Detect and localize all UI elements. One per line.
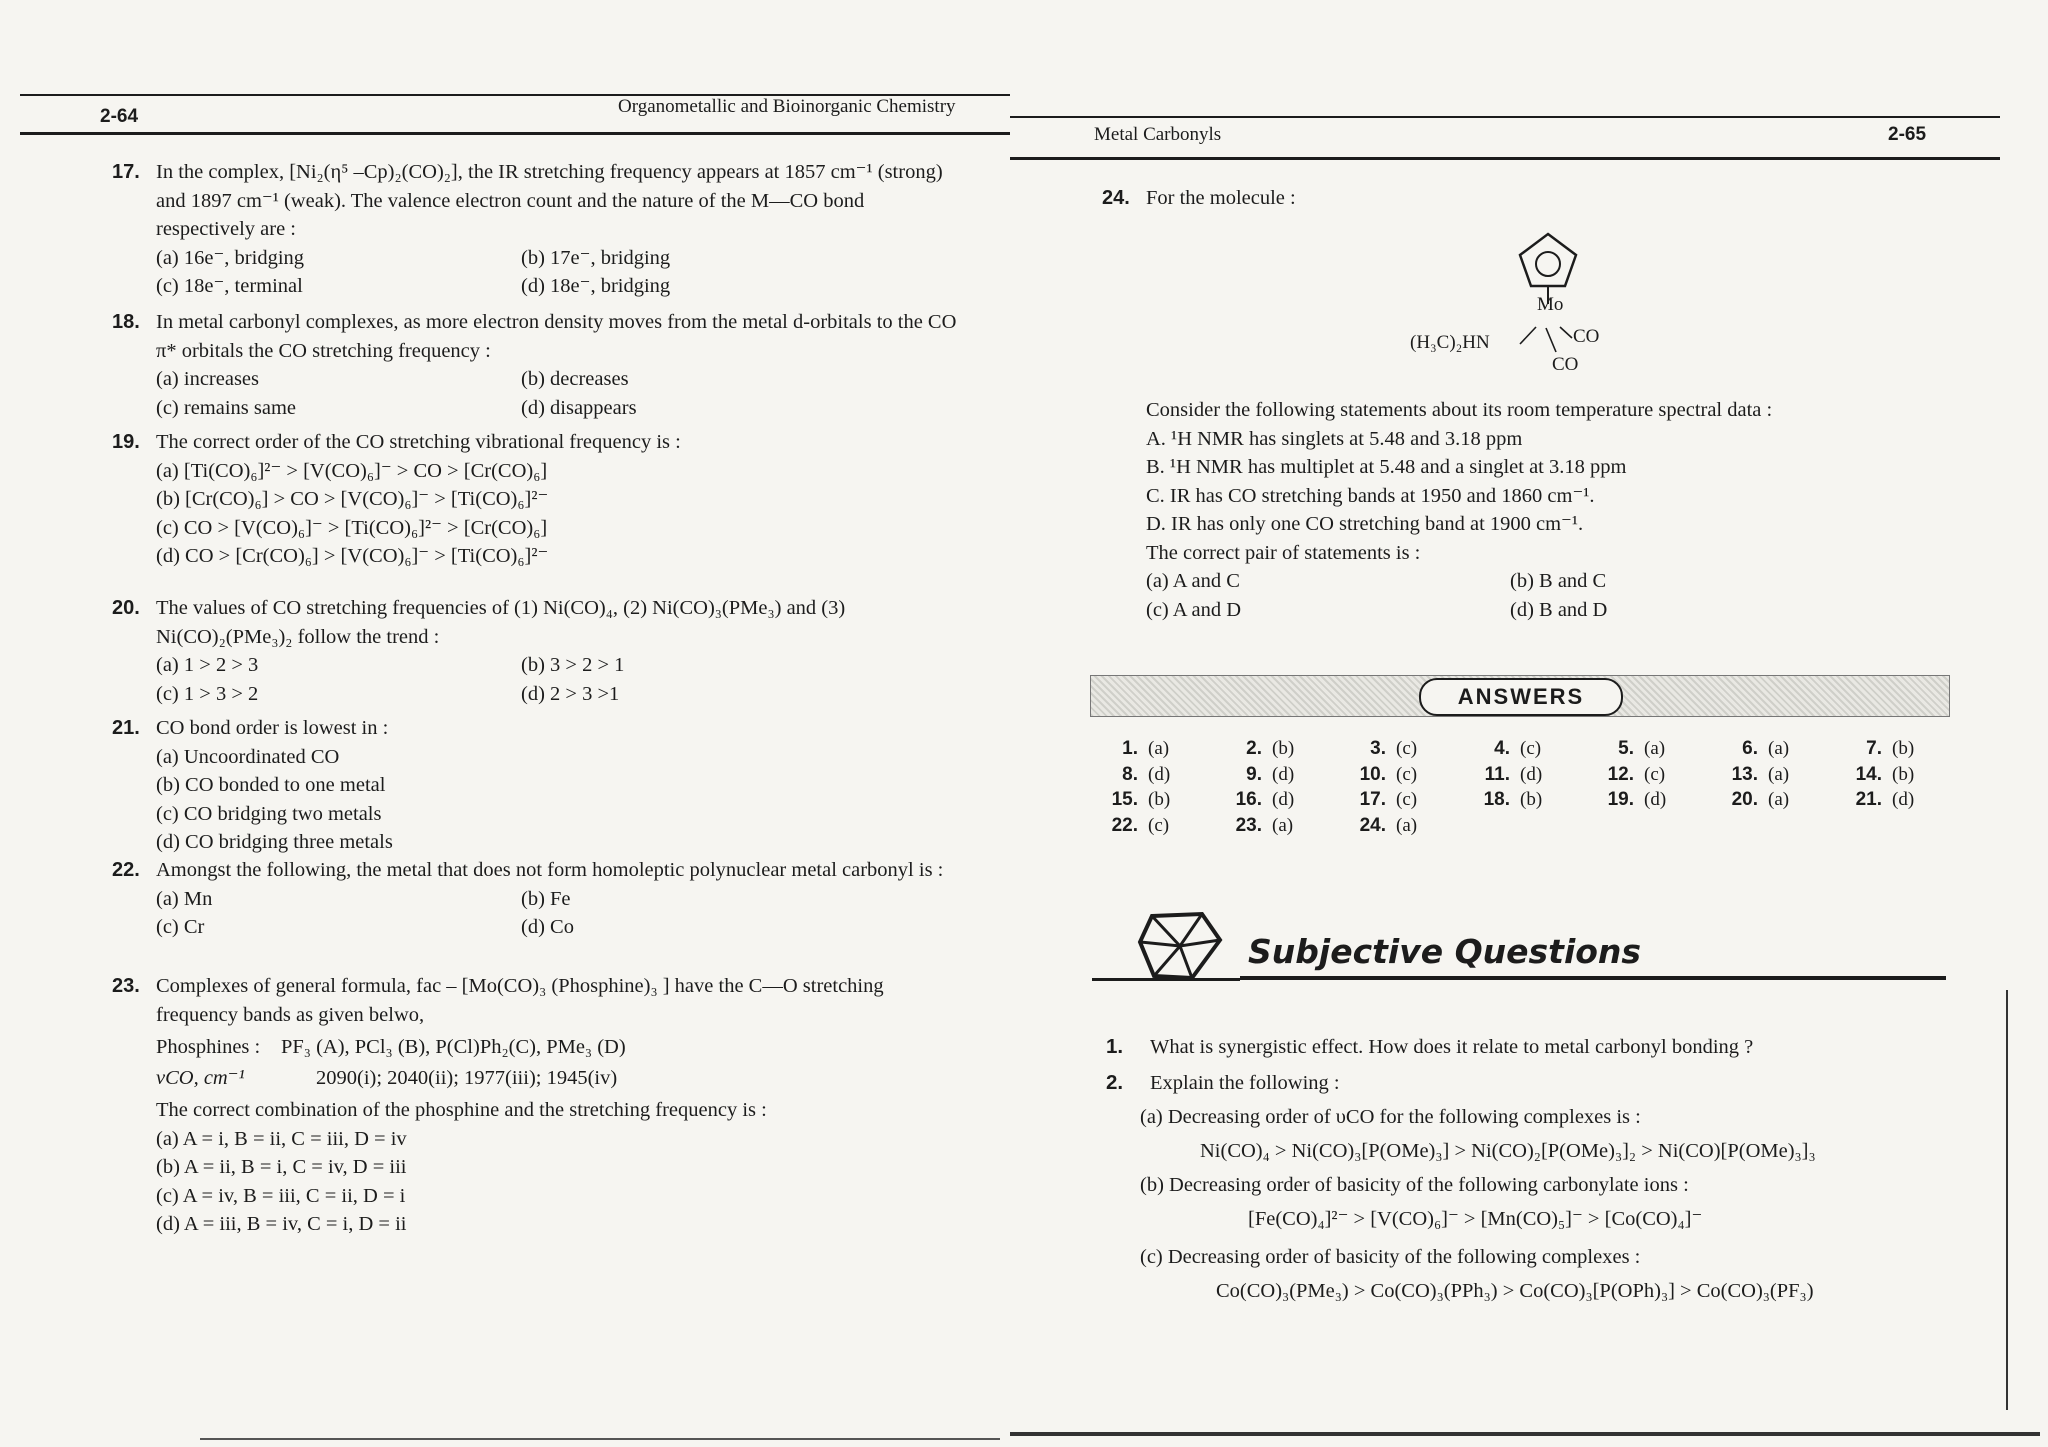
answer-entry [1098,764,1222,790]
answer-entry [1470,738,1594,764]
amine-ligand-label: (H₃C)₂HN [1410,332,1490,353]
statement: B. ¹H NMR has multiplet at 5.48 and a singlet at 3.18 ppm [1146,456,1627,478]
answer-value: (d) [1148,763,1171,785]
answer-number: 20. [1731,789,1758,810]
option: (b) B and C [1510,570,1607,592]
answers-table [1098,738,1966,840]
subjective-rule-left [1092,978,1240,981]
statements-intro: Consider the following statements about its room temperature spectral data : [1146,399,1773,421]
subjective-sub-c [1140,1240,2010,1308]
answer-entry [1222,815,1346,841]
answer-number: 11. [1484,763,1510,785]
answer-value: (b) [1892,763,1915,785]
answer-value: (c) [1148,814,1170,836]
answer-number: 24. [1359,814,1386,836]
option: (a) increases [156,368,260,390]
right-page [1010,0,2048,1447]
options [156,885,962,942]
answer-number: 4. [1494,738,1510,759]
answer-entry [1470,789,1594,815]
option: (c) remains same [156,396,297,419]
question-21 [112,714,962,857]
answer-value: (b) [1892,738,1915,759]
phosphines-list: PF₃ (A), PCl₃ (B), P(Cl)Ph₂(C), PMe₃ (D) [281,1036,626,1058]
carbonyl-label-bottom: CO [1552,354,1579,375]
option: (d) A = iii, B = iv, C = i, D = ii [156,1213,407,1235]
answer-value: (c) [1520,738,1542,759]
answer-entry [1222,789,1346,815]
answer-value: (c) [1396,763,1418,785]
question-number: 1. [1106,1035,1124,1058]
molecule-structure [1410,228,1670,388]
answer-number: 7. [1866,738,1882,759]
option: (a) [Ti(CO)₆]²⁻ > [V(CO)₆]⁻ > CO > [Cr(CO)₆] [156,459,548,482]
question-text: Amongst the following, the metal that does not form homoleptic polynuclear metal carbonyl is : [156,859,944,881]
answer-value: (c) [1644,763,1666,785]
answer-number: 8. [1122,763,1138,785]
answer-entry [1470,764,1594,790]
sub-item-formula: Co(CO)₃(PMe₃) > Co(CO)₃(PPh₃) > Co(CO)₃[P(OPh)₃] > Co(CO)₃(PF₃) [1216,1280,1814,1302]
answer-value: (a) [1768,789,1790,810]
question-17 [112,158,962,301]
option: (d) disappears [521,396,637,419]
header-bottom-rule [20,132,1010,135]
question-number: 20. [112,597,140,619]
answer-number: 3. [1370,738,1386,759]
options [156,651,962,708]
answer-entry [1098,815,1222,841]
subjective-rule [1240,976,1946,980]
statement: C. IR has CO stretching bands at 1950 and 1860 cm⁻¹. [1146,484,1595,507]
question-19 [112,428,962,571]
option: (d) Co [521,916,574,938]
option: (b) CO bonded to one metal [156,774,386,796]
answer-entry [1718,738,1842,764]
answer-number: 15. [1111,789,1138,810]
answer-number: 13. [1731,763,1758,785]
answer-value: (a) [1768,738,1790,759]
subjective-sub-b [1140,1168,2010,1236]
answer-value: (d) [1644,789,1667,810]
answers-row [1098,738,1966,764]
sub-item-label: (a) Decreasing order of υCO for the following complexes is : [1140,1106,1641,1128]
header-top-rule [1010,116,2000,118]
answer-entry [1718,789,1842,815]
answer-number: 10. [1359,763,1386,785]
phosphine-data [156,1033,962,1239]
question-number: 19. [112,431,140,453]
answer-number: 5. [1618,738,1634,759]
answers-heading: ANSWERS [1419,678,1623,716]
answers-row [1098,789,1966,815]
answer-number: 14. [1855,763,1882,785]
options [156,743,962,857]
page-number: 2-64 [100,106,139,127]
answer-value: (a) [1396,814,1418,836]
page-number: 2-65 [1888,124,1927,145]
answer-number: 16. [1235,789,1262,810]
phosphines-label: Phosphines : [156,1036,261,1058]
option: (a) 16e⁻, bridging [156,246,305,269]
option: (b) Fe [521,887,571,910]
question-text: What is synergistic effect. How does it relate to metal carbonyl bonding ? [1150,1036,1754,1058]
option: (b) decreases [521,368,629,390]
carbonyl-label-right: CO [1573,326,1600,347]
answer-entry [1098,789,1222,815]
running-title: Organometallic and Bioinorganic Chemistry [618,96,956,117]
answer-entry [1346,764,1470,790]
option: (a) A = i, B = ii, C = iii, D = iv [156,1127,407,1150]
sub-item-formula: Ni(CO)₄ > Ni(CO)₃[P(OMe)₃] > Ni(CO)₂[P(OMe)₃]₂ > Ni(CO)[P(OMe)₃]₃ [1200,1140,1816,1162]
question-text: The values of CO stretching frequencies of (1) Ni(CO)₄, (2) Ni(CO)₃(PMe₃) and (3) Ni(CO)₂(PMe₃)₂ follow the trend : [156,597,846,648]
answer-number: 6. [1742,738,1758,759]
answer-number: 19. [1607,789,1634,810]
answers-banner [1090,675,1950,717]
answer-entry [1222,764,1346,790]
question-18 [112,308,962,422]
frequency-label: νCO, cm⁻¹ [156,1066,245,1089]
question-number: 24. [1102,187,1130,209]
bottom-edge-line [1010,1432,2040,1436]
answer-number: 23. [1235,814,1262,836]
running-title: Metal Carbonyls [1094,124,1222,145]
option: (b) 3 > 2 > 1 [521,654,625,676]
subjective-question-2 [1106,1066,1996,1100]
answer-number: 17. [1359,789,1386,810]
sub-item-formula: [Fe(CO)₄]²⁻ > [V(CO)₆]⁻ > [Mn(CO)₅]⁻ > [Co(CO)₄]⁻ [1248,1208,1703,1230]
left-page [0,0,1010,1447]
option: (c) 1 > 3 > 2 [156,682,259,705]
option: (d) 18e⁻, bridging [521,275,671,297]
option: (c) A and D [1146,598,1242,621]
option: (a) Uncoordinated CO [156,745,340,768]
answer-entry [1098,738,1222,764]
question-24 [1102,184,1982,213]
question-text: For the molecule : [1146,187,1296,209]
question-20 [112,594,962,708]
answer-number: 1. [1122,738,1138,759]
options [156,244,962,301]
subjective-heading: Subjective Questions [1248,932,1642,971]
geometric-logo-icon [1132,906,1232,996]
option: (b) 17e⁻, bridging [521,246,671,269]
question-number: 17. [112,161,140,183]
question-text: Explain the following : [1150,1072,1340,1094]
options [156,457,962,571]
answer-value: (a) [1644,738,1666,759]
subjective-question-1 [1106,1030,1996,1064]
answer-value: (b) [1148,789,1171,810]
option: (c) A = iv, B = iii, C = ii, D = i [156,1184,406,1207]
option: (a) Mn [156,887,213,910]
answer-value: (b) [1520,789,1543,810]
answer-number: 9. [1246,763,1262,785]
sub-item-label: (b) Decreasing order of basicity of the following carbonylate ions : [1140,1174,1689,1196]
answer-value: (d) [1520,763,1543,785]
question-prompt: The correct combination of the phosphine and the stretching frequency is : [156,1099,767,1121]
margin-line [2006,990,2008,1410]
answer-entry [1594,738,1718,764]
answer-entry [1594,764,1718,790]
answer-entry [1346,789,1470,815]
sub-item-label: (c) Decreasing order of basicity of the following complexes : [1140,1246,1641,1268]
answer-value: (d) [1272,763,1295,785]
answer-number: 22. [1111,814,1138,836]
question-text: In metal carbonyl complexes, as more electron density moves from the metal d-orbitals to the CO π* orbitals the CO stretching frequency : [156,311,957,362]
answer-value: (a) [1768,763,1790,785]
question-number: 2. [1106,1071,1124,1094]
options [156,365,962,422]
subjective-logo [1132,906,1232,996]
answer-value: (d) [1272,789,1295,810]
option: (d) CO > [Cr(CO)₆] > [V(CO)₆]⁻ > [Ti(CO)₆]²⁻ [156,545,549,567]
answers-row [1098,764,1966,790]
question-text: In the complex, [Ni₂(η⁵ –Cp)₂(CO)₂], the IR stretching frequency appears at 1857 cm⁻¹ (strong) and 1897 cm⁻¹ (weak). The valence electron count and the nature of the M—CO bond respectively are : [156,161,943,240]
metal-label: Mo [1537,294,1564,315]
answer-value: (a) [1272,814,1294,836]
answer-entry [1346,815,1470,841]
question-23 [112,972,962,1239]
answer-entry [1346,738,1470,764]
option: (b) [Cr(CO)₆] > CO > [V(CO)₆]⁻ > [Ti(CO)₆]²⁻ [156,488,549,510]
option: (a) A and C [1146,570,1240,592]
answer-entry [1222,738,1346,764]
answer-value: (c) [1396,789,1418,810]
question-text: The correct order of the CO stretching vibrational frequency is : [156,431,681,453]
question-number: 23. [112,975,140,997]
answer-number: 21. [1855,789,1882,810]
statement: D. IR has only one CO stretching band at 1900 cm⁻¹. [1146,513,1584,535]
answer-entry [1594,789,1718,815]
answer-number: 2. [1246,738,1262,759]
bottom-edge-line [200,1438,1000,1440]
question-22 [112,856,962,942]
answer-value: (b) [1272,738,1295,759]
statement: A. ¹H NMR has singlets at 5.48 and 3.18 ppm [1146,427,1523,450]
question-24-statements [1146,396,1996,624]
answer-entry [1842,738,1966,764]
question-number: 18. [112,311,140,333]
option: (d) B and D [1510,598,1608,621]
option: (d) CO bridging three metals [156,831,393,853]
option: (c) CO bridging two metals [156,802,382,825]
option: (b) A = ii, B = i, C = iv, D = iii [156,1156,407,1178]
answer-number: 12. [1607,763,1634,785]
option: (c) 18e⁻, terminal [156,275,303,297]
question-number: 21. [112,717,140,739]
question-text: CO bond order is lowest in : [156,717,389,739]
answer-entry [1718,764,1842,790]
option: (a) 1 > 2 > 3 [156,654,259,676]
option: (d) 2 > 3 >1 [521,682,620,705]
answer-number: 18. [1483,789,1510,810]
subjective-sub-a [1140,1100,2010,1168]
option: (c) CO > [V(CO)₆]⁻ > [Ti(CO)₆]²⁻ > [Cr(CO)₆] [156,516,548,539]
answer-value: (c) [1396,738,1418,759]
question-prompt: The correct pair of statements is : [1146,541,1421,564]
header-bottom-rule [1010,157,2000,160]
answer-entry [1842,764,1966,790]
answer-entry [1842,789,1966,815]
answer-value: (d) [1892,789,1915,810]
question-text: Complexes of general formula, fac – [Mo(CO)₃ (Phosphine)₃ ] have the C—O stretching frequency bands as given belwo, [156,975,884,1026]
option: (c) Cr [156,916,205,938]
answer-value: (a) [1148,738,1170,759]
question-number: 22. [112,859,140,881]
answers-row [1098,815,1966,841]
frequency-list: 2090(i); 2040(ii); 1977(iii); 1945(iv) [316,1066,618,1089]
